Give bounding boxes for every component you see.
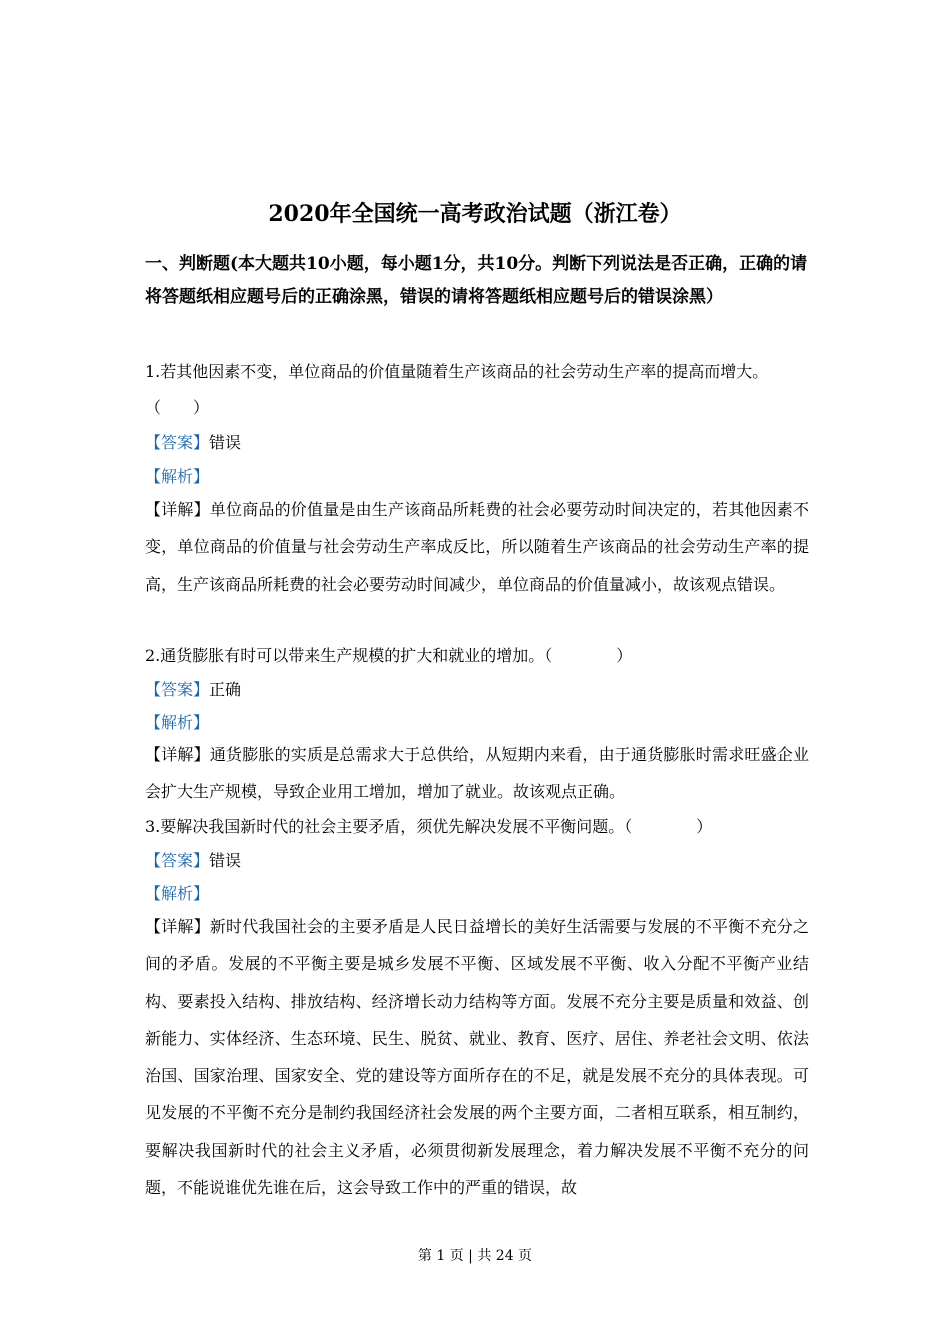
analysis-label: 【解析】 (145, 467, 210, 486)
question-2-answer (145, 680, 241, 700)
question-2-analysis-label (145, 713, 209, 733)
question-3-answer (145, 851, 241, 871)
answer-label: 【答案】 (145, 433, 210, 452)
detail-text: 新时代我国社会的主要矛盾是人民日益增长的美好生活需要与发展的不平衡不充分之间的矛盾。发展的不平衡主要是城乡发展不平衡、区域发展不平衡、收入分配不平衡产业结构、要素投入结构、排放结构、经济增长动力结构等方面。发展不充分主要是质量和效益、创新能力、实体经济、生态环境、民生、脱贫、就业、教育、医疗、居住、养老社会文明、依法治国、国家治理、国家安全、党的建设等方面所存在的不足，就是发展不充分的具体表现。可见发展的不平衡不充分是制约我国经济社会发展的两个主要方面，二者相互联系，相互制约，要解决我国新时代的社会主义矛盾，必须贯彻新发展理念，着力解决发展不平衡不充分的问题，不能说谁优先谁在后，这会导致工作中的严重的错误，故 (145, 917, 809, 1198)
answer-label: 【答案】 (145, 851, 210, 870)
question-1-analysis-label (145, 467, 209, 487)
document-title: 2020年全国统一高考政治试题（浙江卷） (268, 201, 682, 227)
question-2-stem: 2.通货膨胀有时可以带来生产规模的扩大和就业的增加。（ ） (145, 646, 633, 665)
answer-label: 【答案】 (145, 680, 210, 699)
analysis-label: 【解析】 (145, 884, 210, 903)
detail-label: 【详解】 (145, 917, 210, 936)
detail-label: 【详解】 (145, 745, 210, 764)
question-3-detail (145, 908, 809, 1206)
answer-value: 错误 (209, 433, 242, 452)
page-footer: 第 1 页 | 共 24 页 (417, 1248, 533, 1264)
question-1-stem: 1.若其他因素不变，单位商品的价值量随着生产该商品的社会劳动生产率的提高而增大。 (145, 362, 769, 381)
question-3-stem: 3.要解决我国新时代的社会主要矛盾，须优先解决发展不平衡问题。（ ） (145, 817, 713, 836)
question-1-blank: （ ） (145, 398, 210, 417)
detail-text: 单位商品的价值量是由生产该商品所耗费的社会必要劳动时间决定的，若其他因素不变，单位商品的价值量与社会劳动生产率成反比，所以随着生产该商品的社会劳动生产率的提高，生产该商品所耗费的社会必要劳动时间减少，单位商品的价值量减小，故该观点错误。 (145, 500, 809, 594)
answer-value: 错误 (209, 851, 242, 870)
section-heading: 一、判断题(本大题共10小题，每小题1分，共10分。判断下列说法是否正确，正确的请将答题纸相应题号后的正确涂黑，错误的请将答题纸相应题号后的错误涂黑） (145, 254, 808, 307)
detail-label: 【详解】 (145, 500, 210, 519)
answer-value: 正确 (209, 680, 242, 699)
question-1-detail (145, 491, 809, 603)
question-3-analysis-label (145, 884, 209, 904)
analysis-label: 【解析】 (145, 713, 210, 732)
detail-text: 通货膨胀的实质是总需求大于总供给，从短期内来看，由于通货膨胀时需求旺盛企业会扩大生产规模，导致企业用工增加，增加了就业。故该观点正确。 (145, 745, 809, 802)
question-2-detail (145, 736, 809, 811)
question-1-answer (145, 433, 241, 453)
